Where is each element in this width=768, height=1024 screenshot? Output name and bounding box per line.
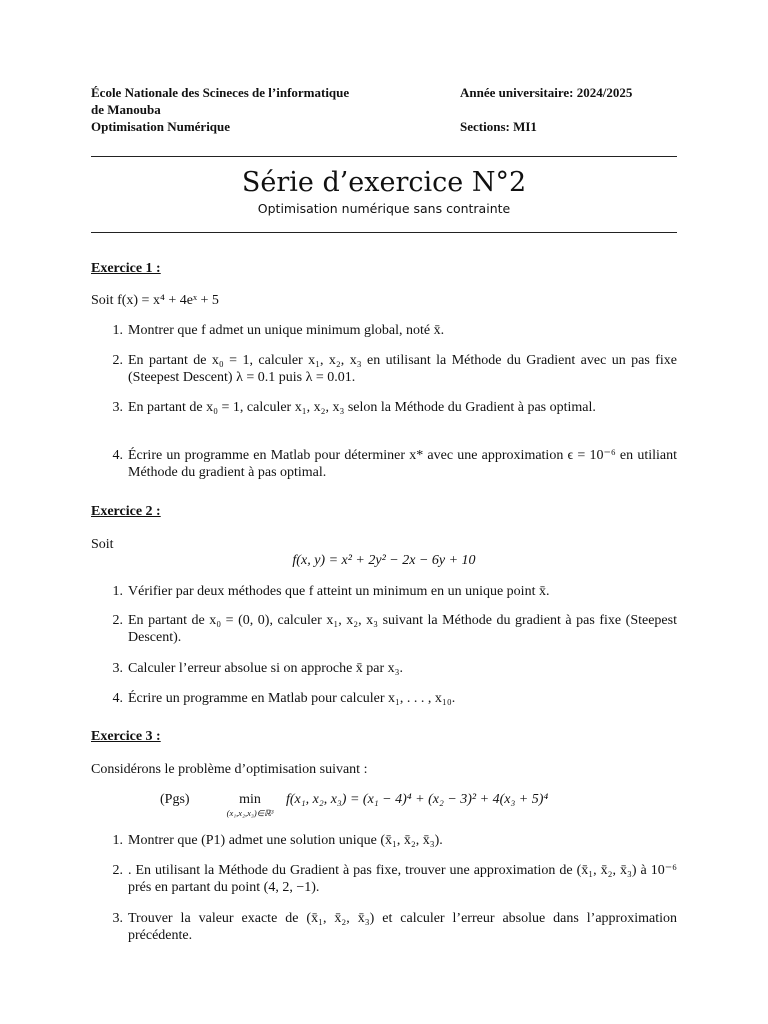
list-number: 2. (112, 353, 123, 368)
problem-min-subscript: (x₁,x₂,x₃)∈ℝ³ (226, 808, 274, 818)
exercise-3-intro: Considérons le problème d’optimisation suivant : (91, 762, 368, 777)
exercise-2-item-1: Vérifier par deux méthodes que f atteint un minimum en un unique point x̄. (128, 584, 550, 599)
list-number: 1. (112, 323, 123, 338)
exercise-3-item-2: . En utilisant la Méthode du Gradient à pas fixe, trouver une approximation de (x̄₁, x̄₂, x̄₃) à 10⁻⁶ prés en partant du point (4, 2, −1). (128, 863, 677, 895)
exercise-2-formula: f(x, y) = x² + 2y² − 2x − 6y + 10 (292, 553, 476, 568)
top-rule (91, 156, 677, 157)
exercise-3-item-3: Trouver la valeur exacte de (x̄₁, x̄₂, x̄₃) et calculer l’erreur absolue dans l’approximation précédente. (128, 911, 677, 943)
page-title: Série d’exercice N°2 (241, 167, 527, 198)
exercise-1-item-3: En partant de x₀ = 1, calculer x₁, x₂, x₃ selon la Méthode du Gradient à pas optimal. (128, 400, 596, 415)
list-number: 3. (112, 661, 123, 676)
page-subtitle: Optimisation numérique sans contrainte (257, 201, 511, 216)
bottom-rule (91, 232, 677, 233)
exercise-1-intro: Soit f(x) = x⁴ + 4eˣ + 5 (91, 293, 219, 308)
school-name-line2: de Manouba (91, 102, 161, 117)
list-number: 2. (112, 863, 123, 878)
school-name-line1: École Nationale des Scineces de l’informatique (91, 85, 350, 100)
list-number: 3. (112, 400, 123, 415)
list-number: 2. (112, 613, 123, 628)
list-number: 1. (112, 833, 123, 848)
exercise-2-item-2: En partant de x₀ = (0, 0), calculer x₁, x₂, x₃ suivant la Méthode du gradient à pas fixe (Steepest Descent). (128, 613, 677, 645)
exercise-3-item-1: Montrer que (P1) admet une solution unique (x̄₁, x̄₂, x̄₃). (128, 833, 443, 848)
exercise-1-heading: Exercice 1 : (91, 261, 161, 276)
problem-tag: (Pgs) (160, 792, 190, 807)
list-number: 4. (112, 691, 123, 706)
course-name: Optimisation Numérique (91, 119, 231, 134)
exercise-2-heading: Exercice 2 : (91, 504, 161, 519)
exercise-1-item-2: En partant de x₀ = 1, calculer x₁, x₂, x₃ en utilisant la Méthode du Gradient avec un pas fixe (Steepest Descent) λ = 0.1 puis λ = 0.01. (128, 353, 677, 385)
academic-year: Année universitaire: 2024/2025 (460, 85, 633, 100)
exercise-2-intro: Soit (91, 537, 114, 552)
exercise-1-item-4: Écrire un programme en Matlab pour déterminer x* avec une approximation ϵ = 10⁻⁶ en utiliant Méthode du gradient à pas optimal. (128, 448, 677, 480)
list-number: 3. (112, 911, 123, 926)
list-number: 1. (112, 584, 123, 599)
sections: Sections: MI1 (460, 119, 537, 134)
exercise-2-item-4: Écrire un programme en Matlab pour calculer x₁, . . . , x₁₀. (128, 691, 456, 706)
problem-min: min (239, 792, 261, 807)
exercise-3-heading: Exercice 3 : (91, 729, 161, 744)
list-number: 4. (112, 448, 123, 463)
exercise-2-item-3: Calculer l’erreur absolue si on approche x̄ par x₃. (128, 661, 404, 676)
exercise-1-item-1: Montrer que f admet un unique minimum global, noté x̄. (128, 323, 445, 338)
problem-expression: f(x₁, x₂, x₃) = (x₁ − 4)⁴ + (x₂ − 3)² + 4(x₃ + 5)⁴ (286, 792, 549, 807)
